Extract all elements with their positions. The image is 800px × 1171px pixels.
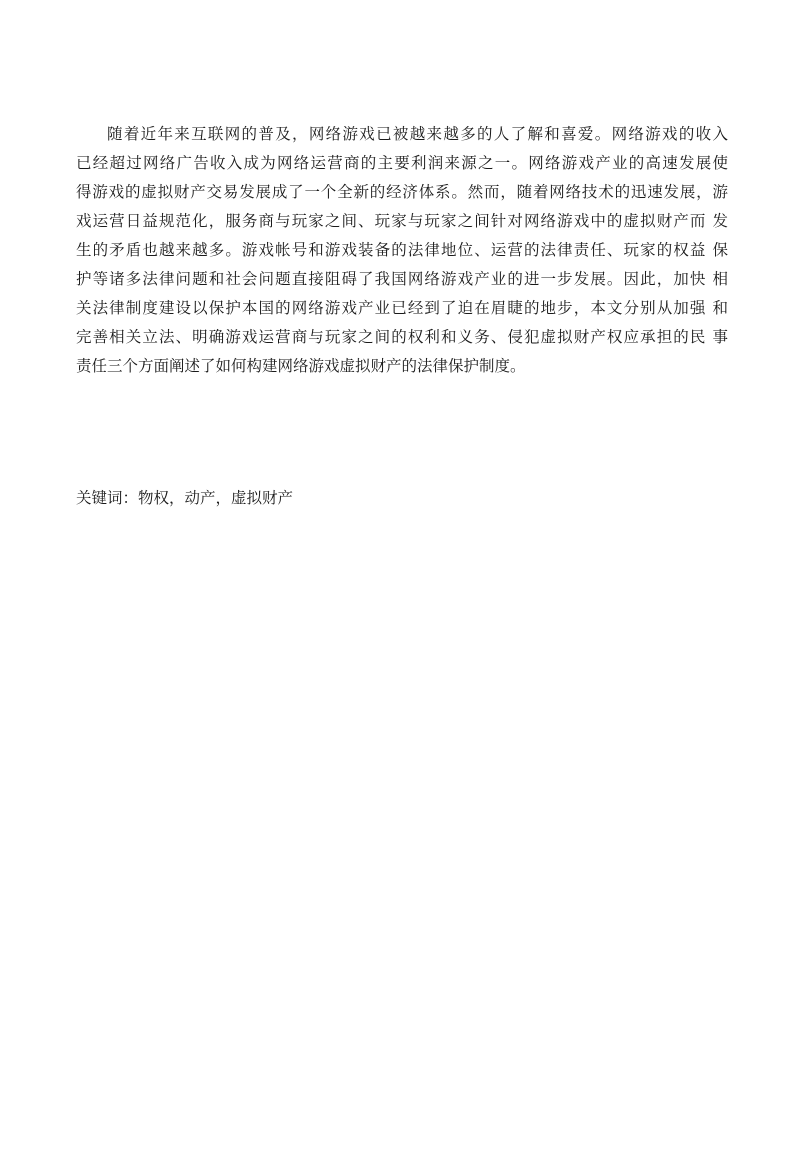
abstract-line: 得游戏的虚拟财产交易发展成了一个全新的经济体系。然而，随着网络技术的迅速发展，游: [76, 183, 728, 201]
abstract-line: 完善相关立法、明确游戏运营商与玩家之间的权利和义务、侵犯虚拟财产权应承担的民 事: [76, 328, 728, 346]
abstract-line: 生的矛盾也越来越多。游戏帐号和游戏装备的法律地位、运营的法律责任、玩家的权益 保: [76, 241, 728, 259]
abstract-line: 已经超过网络广告收入成为网络运营商的主要利润来源之一。网络游戏产业的高速发展使: [76, 154, 728, 172]
abstract-paragraph: [76, 120, 728, 381]
abstract-line: 护等诸多法律问题和社会问题直接阻碍了我国网络游戏产业的进一步发展。因此，加快 相: [76, 270, 728, 288]
abstract-line: 随着近年来互联网的普及，网络游戏已被越来越多的人了解和喜爱。网络游戏的收入: [107, 125, 728, 143]
abstract-line: 关法律制度建设以保护本国的网络游戏产业已经到了迫在眉睫的地步，本文分别从加强 和: [76, 299, 728, 317]
abstract-line: 戏运营日益规范化，服务商与玩家之间、玩家与玩家之间针对网络游戏中的虚拟财产而 发: [76, 212, 728, 230]
abstract-line: 责任三个方面阐述了如何构建网络游戏虚拟财产的法律保护制度。: [76, 357, 526, 375]
keywords-line: 关键词：物权，动产，虚拟财产: [76, 489, 294, 507]
